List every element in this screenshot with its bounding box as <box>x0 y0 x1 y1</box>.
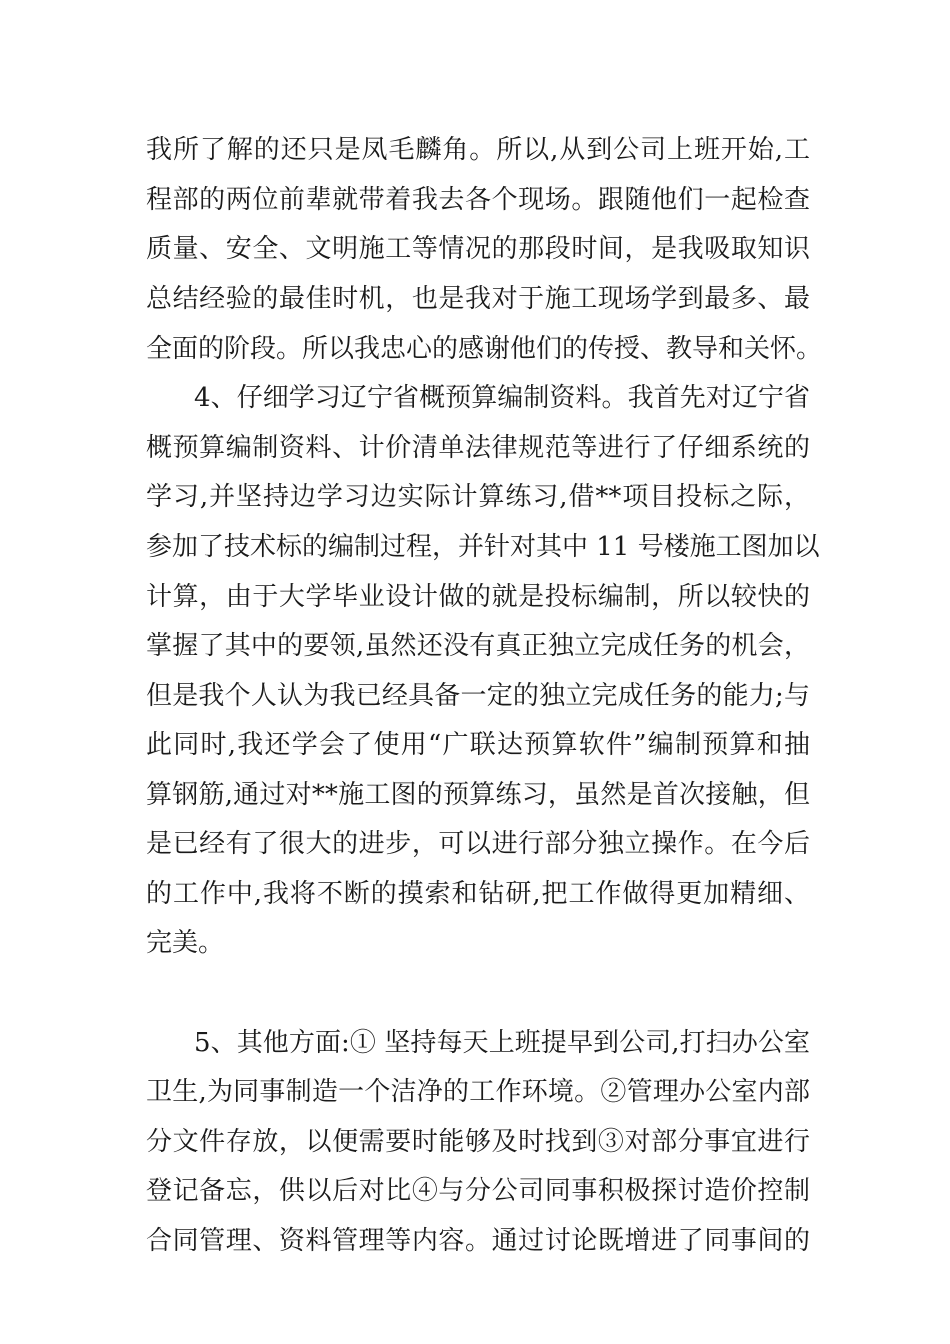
paragraph-4-first-line: 4、仔细学习辽宁省概预算编制资料。我首先对辽宁省 <box>194 383 810 413</box>
text-line: 完美。 <box>146 928 225 958</box>
text-line: 算钢筋,通过对**施工图的预算练习，虽然是首次接触，但 <box>146 780 810 810</box>
text-line: 参加了技术标的编制过程，并针对其中 11 号楼施工图加以 <box>146 532 820 562</box>
text-line: 全面的阶段。所以我忠心的感谢他们的传授、教导和关怀。 <box>146 334 823 364</box>
text-line: 此同时,我还学会了使用“广联达预算软件”编制预算和抽 <box>146 730 810 760</box>
text-line: 合同管理、资料管理等内容。通过讨论既增进了同事间的 <box>146 1226 810 1256</box>
text-line: 计算，由于大学毕业设计做的就是投标编制，所以较快的 <box>146 582 810 612</box>
paragraph-5-first-line: 5、其他方面:① 坚持每天上班提早到公司,打扫办公室 <box>194 1028 810 1058</box>
text-line: 质量、安全、文明施工等情况的那段时间，是我吸取知识 <box>146 234 810 264</box>
text-line: 概预算编制资料、计价清单法律规范等进行了仔细系统的 <box>146 433 810 463</box>
text-line: 分文件存放，以便需要时能够及时找到③对部分事宜进行 <box>146 1127 810 1157</box>
text-line: 我所了解的还只是凤毛麟角。所以,从到公司上班开始,工 <box>146 135 810 165</box>
text-line: 卫生,为同事制造一个洁净的工作环境。②管理办公室内部 <box>146 1077 810 1107</box>
text-line: 但是我个人认为我已经具备一定的独立完成任务的能力;与 <box>146 681 810 711</box>
text-line: 是已经有了很大的进步，可以进行部分独立操作。在今后 <box>146 829 810 859</box>
text-line: 总结经验的最佳时机，也是我对于施工现场学到最多、最 <box>146 284 810 314</box>
text-line: 学习,并坚持边学习边实际计算练习,借**项目投标之际， <box>146 482 810 512</box>
text-line: 程部的两位前辈就带着我去各个现场。跟随他们一起检查 <box>146 185 810 215</box>
text-line: 的工作中,我将不断的摸索和钻研,把工作做得更加精细、 <box>146 879 810 909</box>
text-line: 登记备忘，供以后对比④与分公司同事积极探讨造价控制 <box>146 1176 810 1206</box>
text-line: 掌握了其中的要领,虽然还没有真正独立完成任务的机会， <box>146 631 810 661</box>
